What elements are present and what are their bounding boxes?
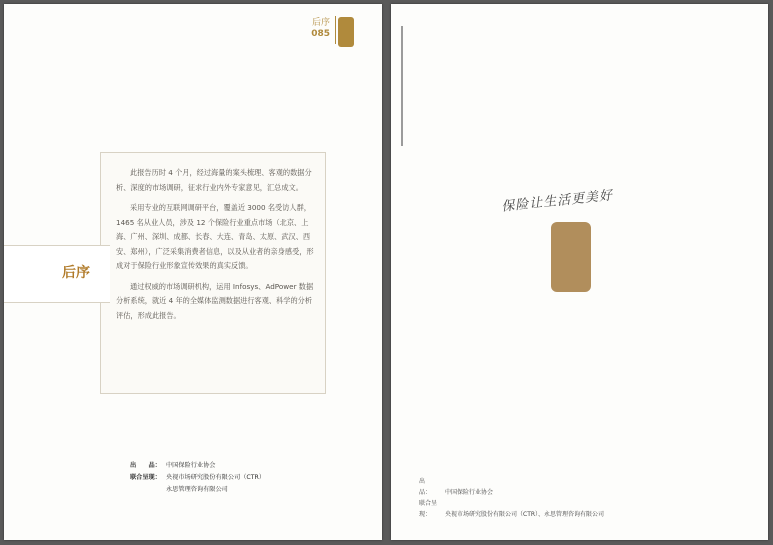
- joint-value-2: 永思管理咨询有限公司: [166, 486, 228, 493]
- right-page: [391, 4, 768, 540]
- left-page: [4, 4, 382, 540]
- section-tab: [4, 245, 110, 303]
- slogan: 保险让生活更美好: [500, 188, 614, 215]
- joint-value-1: 央视市场研究股份有限公司（CTR）: [166, 474, 266, 481]
- joint-label: 联合呈现：: [419, 500, 438, 518]
- paragraph: 此报告历时 4 个月，经过海量的案头梳理、客观的数据分析、深度的市场调研，征求行业内外专家意见，汇总成文。: [116, 168, 312, 192]
- paragraph: 采用专业的互联网调研平台，覆盖近 3000 名受访人群，1465 名从业人员，涉及 12 个保险行业重点市场（北京、上海、广州、深圳、成都、长春、大连、青岛、太原、武汉、西安、郑州），广泛采集消费者信息，以及从业者的亲身感受，形成对于保险行业形象宣传效果的真实反馈。: [116, 203, 314, 270]
- paragraph: 通过权威的市场调研机构，运用 Infosys、AdPower 数据分析系统，就近 4 年的全媒体监测数据进行客观、科学的分析评估，形成此报告。: [116, 281, 314, 320]
- header-divider: [335, 16, 336, 44]
- edge-rule: [401, 26, 403, 146]
- producer-label: 出 品：: [419, 478, 438, 496]
- seal-logo-small: [338, 17, 354, 47]
- joint-label: 联合呈现：: [130, 474, 161, 481]
- page-number: 085: [311, 29, 330, 39]
- seal-logo: [551, 222, 591, 292]
- credits-block-right: [419, 476, 604, 520]
- producer-label: 出 品：: [130, 462, 161, 469]
- producer-value: 中国保险行业协会: [166, 462, 216, 469]
- section-title: 后序: [62, 265, 90, 281]
- header-section-label: 后序: [311, 18, 330, 28]
- joint-value: 央视市场研究股份有限公司（CTR）、永思管理咨询有限公司: [445, 511, 605, 518]
- producer-value: 中国保险行业协会: [445, 489, 494, 496]
- body-text: [116, 166, 316, 329]
- credits-block: [130, 460, 265, 496]
